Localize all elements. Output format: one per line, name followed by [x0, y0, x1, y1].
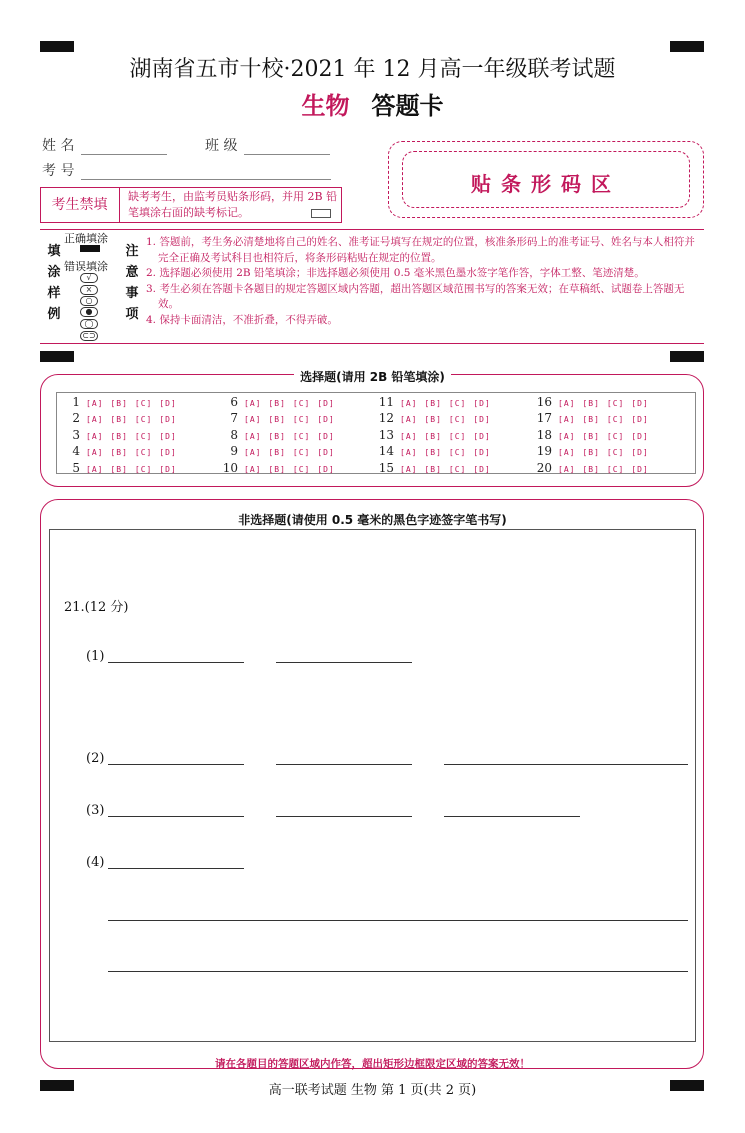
choice-question-row — [58, 443, 184, 459]
option-bubble[interactable]: [B] — [424, 415, 442, 425]
question-number: 18 — [536, 427, 552, 442]
part-4-label: (4) — [86, 855, 105, 870]
card-label: 答题卡 — [371, 91, 444, 120]
id-label: 考 号 — [42, 163, 75, 179]
choice-question-row — [372, 427, 498, 443]
option-bubble[interactable]: [B] — [268, 415, 286, 425]
answer-area[interactable] — [49, 529, 696, 1042]
option-bubble[interactable]: [C] — [606, 415, 625, 425]
choice-column — [530, 394, 656, 476]
option-bubble[interactable]: [A] — [400, 415, 418, 425]
option-bubble[interactable]: [C] — [606, 448, 625, 458]
vlabel-char: 填 — [47, 244, 61, 259]
option-bubble[interactable]: [B] — [582, 464, 600, 474]
option-bubble[interactable]: [B] — [110, 399, 128, 408]
question-number: 14 — [378, 444, 394, 459]
option-bubble[interactable]: [C] — [292, 431, 311, 441]
option-bubble[interactable]: [A] — [86, 415, 104, 425]
absence-text: 缺考考生，由监考员贴条形码，并用 2B 铅笔填涂右面的缺考标记。 — [128, 190, 338, 219]
page-footer: 高一联考试题 生物 第 1 页(共 2 页) — [268, 1083, 477, 1098]
option-bubble[interactable]: [C] — [134, 464, 153, 474]
vlabel-char: 注 — [125, 244, 139, 259]
option-bubble[interactable]: [D] — [473, 415, 491, 425]
option-bubble[interactable]: [D] — [317, 431, 335, 441]
option-bubble[interactable]: [B] — [268, 431, 286, 441]
vlabel-char: 项 — [125, 307, 139, 322]
option-bubble[interactable]: [C] — [134, 448, 153, 458]
option-bubble[interactable]: [C] — [448, 448, 467, 458]
wrong-mark-ring-icon: ◯ — [80, 319, 98, 329]
absence-title: 考生禁填 — [40, 187, 120, 223]
option-bubble[interactable]: [D] — [159, 415, 177, 425]
choice-heading-wrap — [0, 366, 745, 385]
wrong-fill-label: 错误填涂 — [64, 260, 108, 273]
absence-bubble[interactable] — [311, 209, 331, 218]
part-1-label: (1) — [86, 649, 105, 664]
choice-question-row — [530, 443, 656, 459]
option-bubble[interactable]: [A] — [558, 448, 576, 458]
part-2-label: (2) — [86, 751, 105, 766]
choice-question-row — [58, 460, 184, 476]
question-number: 20 — [536, 460, 552, 475]
option-bubble[interactable]: [D] — [317, 415, 335, 425]
class-field[interactable] — [205, 135, 330, 155]
question-number: 9 — [230, 444, 238, 459]
option-bubble[interactable]: [A] — [400, 464, 418, 474]
option-bubble[interactable]: [B] — [582, 399, 600, 408]
option-bubble[interactable]: [B] — [424, 464, 442, 474]
option-bubble[interactable]: [D] — [159, 448, 177, 458]
option-bubble[interactable]: [A] — [244, 431, 262, 441]
option-bubble[interactable]: [A] — [400, 431, 418, 441]
option-bubble[interactable]: [A] — [558, 431, 576, 441]
nonchoice-heading-wrap — [0, 509, 745, 528]
barcode-area-label: 贴条形码区 — [471, 172, 621, 196]
part-3-label: (3) — [86, 803, 105, 818]
subject-label: 生物 — [301, 91, 350, 120]
option-bubble[interactable]: [C] — [292, 448, 311, 458]
option-bubble[interactable]: [C] — [292, 464, 311, 474]
answer-line[interactable] — [276, 662, 412, 663]
question-number: 1 — [72, 395, 80, 409]
option-bubble[interactable]: [C] — [448, 399, 467, 408]
answer-line[interactable] — [108, 868, 244, 869]
timing-mark — [670, 41, 704, 52]
nonchoice-heading: 非选择题(请使用 0.5 毫米的黑色字迹签字笔书写) — [232, 513, 513, 527]
option-bubble[interactable]: [D] — [159, 431, 177, 441]
card-title — [0, 86, 745, 121]
wrong-mark-circle-icon: ○ — [80, 296, 98, 306]
option-bubble[interactable]: [B] — [110, 464, 128, 474]
question-number: 8 — [230, 427, 238, 442]
answer-area-warning: 请在各题目的答题区域内作答，超出矩形边框限定区域的答案无效！ — [215, 1058, 530, 1070]
question-number: 10 — [222, 460, 238, 475]
question-number: 4 — [72, 444, 80, 459]
vlabel-char: 涂 — [47, 265, 61, 280]
option-bubble[interactable]: [A] — [244, 415, 262, 425]
option-bubble[interactable]: [D] — [159, 399, 177, 408]
notice-rule: 4. 保持卡面清洁，不准折叠，不得弄破。 — [146, 313, 338, 326]
choice-question-row — [216, 410, 342, 426]
timing-mark — [40, 41, 74, 52]
option-bubble[interactable]: [B] — [110, 415, 128, 425]
answer-line[interactable] — [276, 816, 412, 817]
question-number: 17 — [536, 411, 552, 426]
choice-question-row — [530, 394, 656, 410]
choice-question-row — [372, 460, 498, 476]
option-bubble[interactable]: [A] — [558, 399, 576, 408]
question-number: 3 — [72, 427, 80, 442]
answer-line[interactable] — [108, 816, 244, 817]
id-underline[interactable] — [81, 166, 331, 180]
question-number: 2 — [72, 411, 80, 426]
wrong-mark-cross-icon: × — [80, 285, 98, 295]
option-bubble[interactable]: [C] — [448, 415, 467, 425]
option-bubble[interactable]: [A] — [86, 431, 104, 441]
option-bubble[interactable]: [C] — [292, 399, 311, 408]
choice-column — [372, 394, 498, 476]
choice-question-row — [58, 410, 184, 426]
class-label: 班 级 — [205, 138, 238, 154]
option-bubble[interactable]: [A] — [86, 464, 104, 474]
choice-question-row — [58, 394, 184, 410]
answer-line[interactable] — [444, 764, 688, 765]
option-bubble[interactable]: [C] — [448, 464, 467, 474]
question-number: 19 — [536, 444, 552, 459]
option-bubble[interactable]: [B] — [582, 415, 600, 425]
option-bubble[interactable]: [C] — [134, 399, 153, 408]
question-number: 6 — [230, 395, 238, 409]
vlabel-char: 样 — [47, 286, 61, 301]
option-bubble[interactable]: [C] — [606, 431, 625, 441]
option-bubble[interactable]: [A] — [86, 399, 104, 408]
option-bubble[interactable]: [B] — [424, 399, 442, 408]
option-bubble[interactable]: [C] — [606, 399, 625, 408]
correct-fill-label: 正确填涂 — [64, 232, 108, 245]
question-number: 16 — [536, 395, 552, 409]
answer-line[interactable] — [276, 764, 412, 765]
choice-heading: 选择题(请用 2B 铅笔填涂) — [294, 370, 451, 384]
choice-question-row — [530, 460, 656, 476]
option-bubble[interactable]: [D] — [631, 415, 649, 425]
choice-question-row — [372, 410, 498, 426]
option-bubble[interactable]: [A] — [400, 399, 418, 408]
notice-vertical-label — [124, 241, 140, 325]
option-bubble[interactable]: [A] — [86, 448, 104, 458]
class-underline[interactable] — [244, 141, 330, 155]
option-bubble[interactable]: [D] — [473, 431, 491, 441]
option-bubble[interactable]: [D] — [159, 464, 177, 474]
question-number: 7 — [230, 411, 238, 426]
vlabel-char: 事 — [125, 286, 139, 301]
option-bubble[interactable]: [C] — [292, 415, 311, 425]
choice-question-row — [216, 394, 342, 410]
option-bubble[interactable]: [C] — [134, 431, 153, 441]
question-number: 15 — [378, 460, 394, 475]
option-bubble[interactable]: [B] — [110, 448, 128, 458]
choice-question-row — [530, 410, 656, 426]
option-bubble[interactable]: [B] — [424, 448, 442, 458]
fill-sample-vertical-label — [46, 241, 62, 325]
wrong-mark-dot-icon: ● — [80, 307, 98, 317]
answer-line[interactable] — [108, 920, 688, 921]
choice-question-row — [216, 443, 342, 459]
answer-line[interactable] — [444, 816, 580, 817]
choice-question-row — [530, 427, 656, 443]
question-number: 5 — [72, 460, 80, 475]
option-bubble[interactable]: [A] — [558, 464, 576, 474]
option-bubble[interactable]: [D] — [631, 431, 649, 441]
name-label: 姓 名 — [42, 138, 75, 154]
option-bubble[interactable]: [B] — [268, 464, 286, 474]
timing-mark — [670, 351, 704, 362]
option-bubble[interactable]: [A] — [244, 464, 262, 474]
option-bubble[interactable]: [C] — [606, 464, 625, 474]
option-bubble[interactable]: [D] — [317, 448, 335, 458]
notice-rules — [146, 235, 702, 328]
question-number: 11 — [378, 395, 394, 409]
notice-rule: 3. 考生必须在答题卡各题目的规定答题区域内答题，超出答题区域范围书写的答案无效；在草稿纸、试题卷上答题无效。 — [146, 282, 685, 310]
question-number: 13 — [378, 427, 394, 442]
wrong-mark-check-icon: √ — [80, 273, 98, 283]
wrong-mark-bracket-icon: ⊂⊃ — [80, 331, 98, 341]
correct-fill-bubble — [80, 245, 100, 252]
option-bubble[interactable]: [A] — [244, 448, 262, 458]
answer-line[interactable] — [108, 662, 244, 663]
option-bubble[interactable]: [D] — [631, 448, 649, 458]
option-bubble[interactable]: [B] — [582, 448, 600, 458]
option-bubble[interactable]: [B] — [110, 431, 128, 441]
name-field[interactable] — [42, 135, 167, 155]
choice-question-row — [216, 427, 342, 443]
timing-mark — [40, 351, 74, 362]
option-bubble[interactable]: [D] — [473, 464, 491, 474]
vlabel-char: 意 — [125, 265, 139, 280]
choice-column — [58, 394, 184, 476]
option-bubble[interactable]: [C] — [134, 415, 153, 425]
option-bubble[interactable]: [B] — [268, 448, 286, 458]
option-bubble[interactable]: [B] — [582, 431, 600, 441]
choice-column — [216, 394, 342, 476]
notice-rule: 1. 答题前，考生务必清楚地将自己的姓名、准考证号填写在规定的位置，核准条形码上的准考证号、姓名与本人相符并完全正确及考试科目也相符后，将条形码粘贴在规定的位置。 — [146, 236, 695, 264]
choice-question-row — [58, 427, 184, 443]
notice-rule: 2. 选择题必须使用 2B 铅笔填涂；非选择题必须使用 0.5 毫米黑色墨水签字笔作答，字体工整、笔迹清楚。 — [146, 267, 645, 279]
option-bubble[interactable]: [A] — [558, 415, 576, 425]
option-bubble[interactable]: [B] — [424, 431, 442, 441]
option-bubble[interactable]: [D] — [631, 399, 649, 408]
exam-title: 湖南省五市十校·2021 年 12 月高一年级联考试题 — [129, 57, 616, 82]
choice-question-row — [372, 394, 498, 410]
choice-question-row — [372, 443, 498, 459]
choice-question-row — [216, 460, 342, 476]
name-underline[interactable] — [81, 141, 167, 155]
option-bubble[interactable]: [A] — [244, 399, 262, 408]
answer-line[interactable] — [108, 764, 244, 765]
option-bubble[interactable]: [D] — [473, 399, 491, 408]
option-bubble[interactable]: [C] — [448, 431, 467, 441]
question-21-label: 21.(12 分) — [64, 600, 129, 615]
option-bubble[interactable]: [B] — [268, 399, 286, 408]
option-bubble[interactable]: [D] — [473, 448, 491, 458]
id-field[interactable] — [42, 160, 331, 180]
vlabel-char: 例 — [47, 307, 61, 322]
option-bubble[interactable]: [A] — [400, 448, 418, 458]
answer-line[interactable] — [108, 971, 688, 972]
option-bubble[interactable]: [D] — [317, 464, 335, 474]
option-bubble[interactable]: [D] — [317, 399, 335, 408]
option-bubble[interactable]: [D] — [631, 464, 649, 474]
question-number: 12 — [378, 411, 394, 426]
